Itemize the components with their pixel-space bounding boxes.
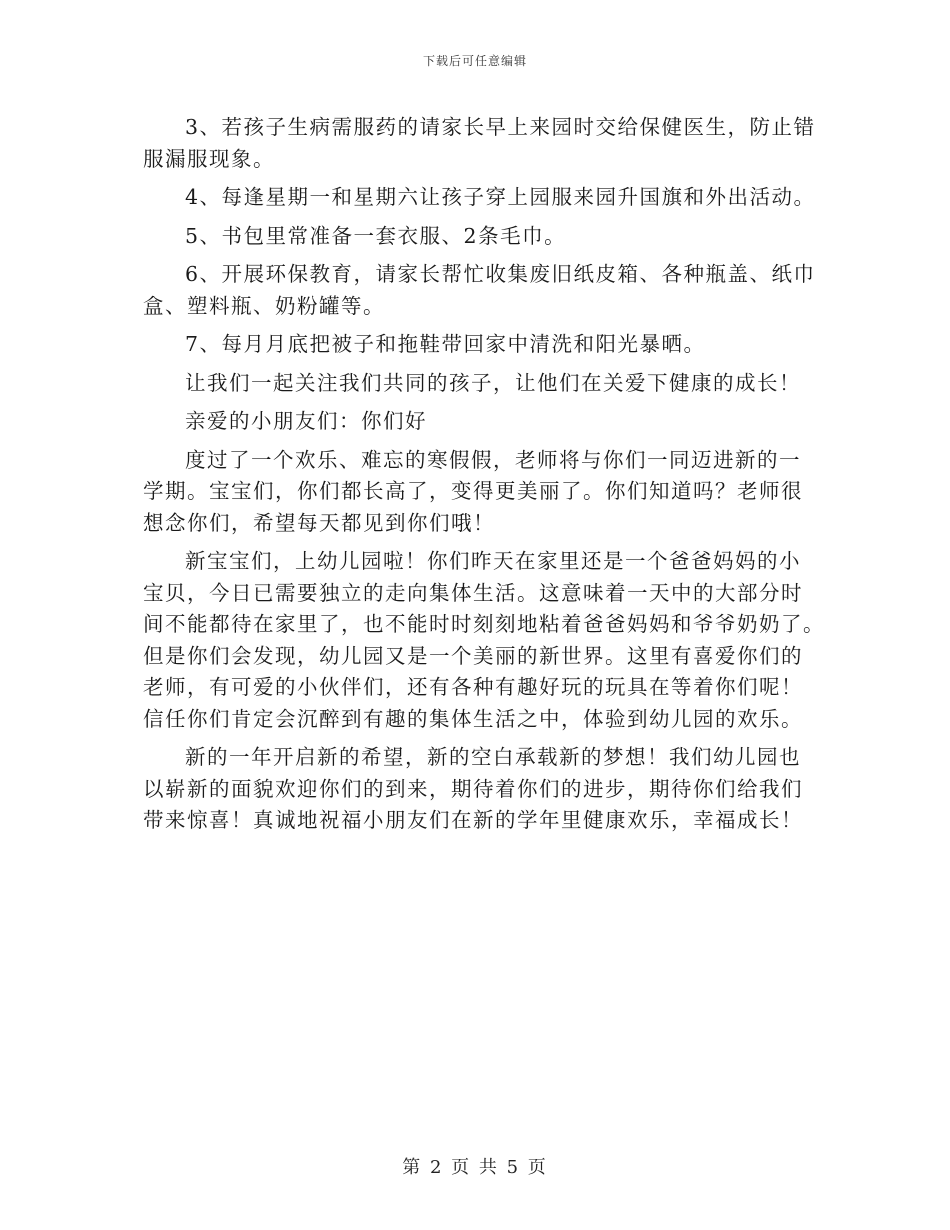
paragraph-greeting [143,406,807,438]
text-line: 信任你们肯定会沉醉到有趣的集体生活之中，体验到幼儿园的欢乐。 [143,706,803,731]
text-line: 度过了一个欢乐、难忘的寒假假，老师将与你们一同迈进新的一 [185,447,801,472]
text-line: 间不能都待在家里了，也不能时时刻刻地粘着爸爸妈妈和爷爷奶奶了。 [143,612,825,636]
paragraph-body-2 [143,546,825,735]
text-line: 以崭新的面貌欢迎你们的到来，期待着你们的进步，期待你们给我们 [143,776,803,801]
text-line: 带来惊喜！真诚地祝福小朋友们在新的学年里健康欢乐，幸福成长！ [143,808,803,832]
text-line: 4、每逢星期一和星期六让孩子穿上园服来园升国旗和外出活动。 [185,185,816,209]
text-line: 亲爱的小朋友们：你们好 [185,409,427,433]
text-line: 新宝宝们，上幼儿园啦！你们昨天在家里还是一个爸爸妈妈的小 [185,549,801,573]
text-line: 6、开展环保教育，请家长帮忙收集废旧纸皮箱、各种瓶盖、纸巾 [185,262,816,286]
document-body [143,112,825,837]
paragraph-body-3 [143,742,807,837]
text-line: 宝贝，今日已需要独立的走向集体生活。这意味着一天中的大部分时 [143,580,803,605]
text-line: 想念你们，希望每天都见到你们哦！ [143,510,495,535]
paragraph-body-1 [143,445,807,540]
paragraph-closing [143,368,807,400]
text-line: 但是你们会发现，幼儿园又是一个美丽的新世界。这里有喜爱你们的 [143,643,803,668]
text-line: 服漏服现象。 [143,146,275,171]
page-header: 下载后可任意编辑 [422,54,527,68]
text-line: 7、每月月底把被子和拖鞋带回家中清洗和阳光暴晒。 [185,332,706,356]
paragraph-item-7 [143,329,807,361]
text-line: 3、若孩子生病需服药的请家长早上来园时交给保健医生，防止错 [185,115,816,139]
text-line: 新的一年开启新的希望，新的空白承载新的梦想！我们幼儿园也 [185,745,801,769]
paragraph-item-3 [143,112,816,175]
paragraph-item-6 [143,259,816,322]
text-line: 学期。宝宝们，你们都长高了，变得更美丽了。你们知道吗？老师很 [143,479,803,503]
paragraph-item-5 [143,221,807,253]
text-line: 让我们一起关注我们共同的孩子，让他们在关爱下健康的成长！ [185,370,801,395]
page-number: 第 2 页 共 5 页 [402,1157,548,1178]
paragraph-item-4 [143,182,816,214]
text-line: 5、书包里常准备一套衣服、2条毛巾。 [185,223,567,248]
text-line: 老师，有可爱的小伙伴们，还有各种有趣好玩的玩具在等着你们呢！ [143,675,803,699]
text-line: 盒、塑料瓶、奶粉罐等。 [143,293,385,318]
